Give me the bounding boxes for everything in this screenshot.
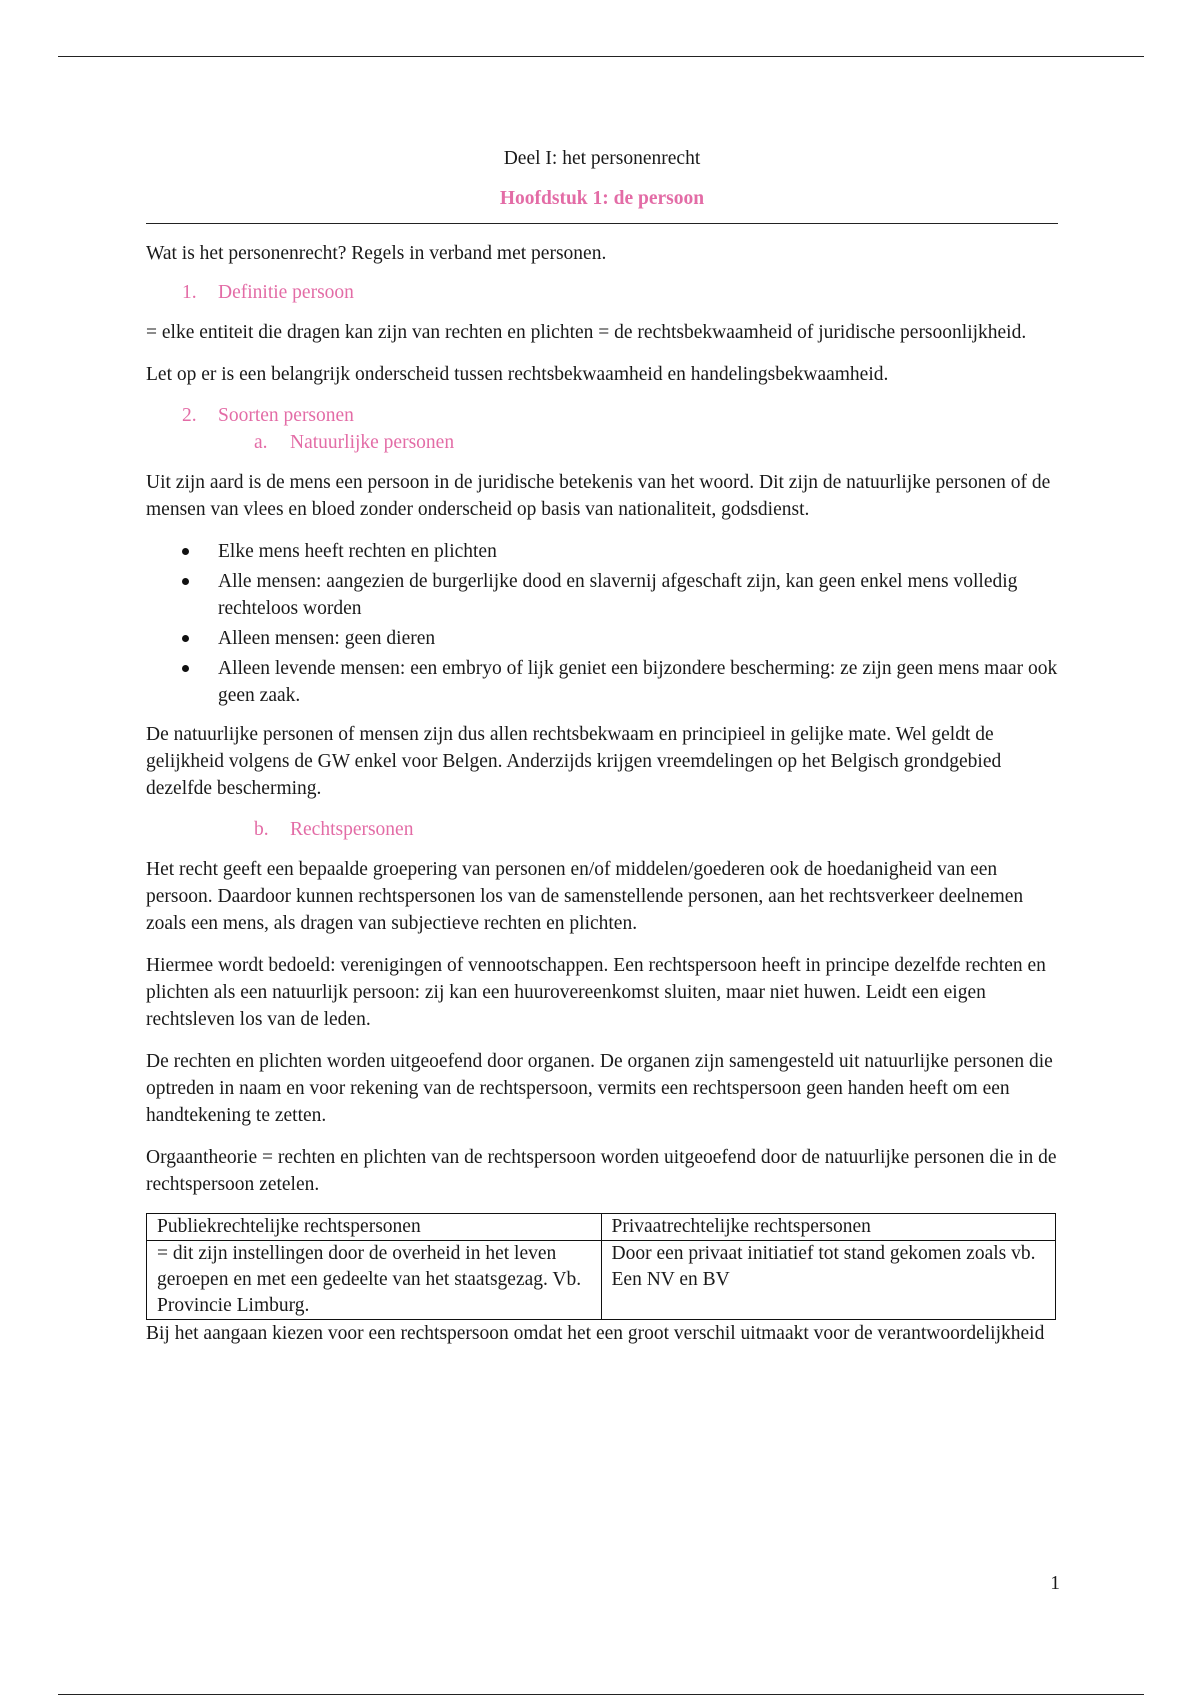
- chapter-title: Hoofdstuk 1: de persoon: [499, 188, 705, 209]
- legal-persons-paragraph-1: Het recht geeft een bepaalde groepering van personen en/of middelen/goederen ook de hoedanigheid van een persoon. Daardoor kunnen rechtspersonen los van de samenstellende personen, aan het rechtsverkeer deelnemen zoals een mens, als dragen van subjectieve rechten en plichten.: [146, 859, 1024, 934]
- table-cell: Door een privaat initiatief tot stand gekomen zoals vb. Een NV en BV: [601, 1241, 1056, 1320]
- page-top-rule: [58, 56, 1144, 57]
- table-row: [147, 1241, 1056, 1320]
- subsection-letter: a.: [254, 432, 268, 453]
- list-item: Elke mens heeft rechten en plichten: [146, 538, 1058, 565]
- legal-persons-paragraph-2: Hiermee wordt bedoeld: verenigingen of vennootschappen. Een rechtspersoon heeft in principe dezelfde rechten en plichten als een natuurlijk persoon: zij kan een huurovereenkomst sluiten, maar niet huwen. Leidt een eigen rechtsleven los van de leden.: [146, 955, 1046, 1030]
- section-title: Definitie persoon: [218, 282, 354, 303]
- page-number: 1: [1050, 1573, 1060, 1594]
- section-heading-definitie: [146, 279, 1058, 306]
- table-cell: = dit zijn instellingen door de overheid in het leven geroepen en met een gedeelte van het staatsgezag. Vb. Provincie Limburg.: [147, 1241, 602, 1320]
- bullet-icon: [182, 578, 189, 585]
- table-header-cell: Privaatrechtelijke rechtspersonen: [601, 1214, 1056, 1241]
- list-item: Alleen mensen: geen dieren: [146, 625, 1058, 652]
- section-number: 2.: [182, 405, 197, 426]
- list-item: Alle mensen: aangezien de burgerlijke dood en slavernij afgeschaft zijn, kan geen enkel mens volledig rechteloos worden: [146, 568, 1058, 622]
- section-title: Soorten personen: [218, 405, 354, 426]
- page-content: [146, 144, 1058, 1347]
- section-number: 1.: [182, 282, 197, 303]
- definition-paragraph: = elke entiteit die dragen kan zijn van rechten en plichten = de rechtsbekwaamheid of juridische persoonlijkheid.: [146, 322, 1027, 343]
- bullet-icon: [182, 548, 189, 555]
- bullet-icon: [182, 635, 189, 642]
- subsection-letter: b.: [254, 819, 269, 840]
- natural-persons-paragraph: Uit zijn aard is de mens een persoon in de juridische betekenis van het woord. Dit zijn de natuurlijke personen of de mensen van vlees en bloed zonder onderscheid op basis van nationaliteit, godsdienst.: [146, 472, 1051, 520]
- subsection-heading-natuurlijke: [146, 429, 1058, 456]
- section-heading-soorten: [146, 402, 1058, 429]
- subsection-title: Rechtspersonen: [290, 819, 414, 840]
- title-rule: [146, 223, 1058, 224]
- distinction-paragraph: Let op er is een belangrijk onderscheid tussen rechtsbekwaamheid en handelingsbekwaamheid.: [146, 364, 889, 385]
- table-header-row: [147, 1214, 1056, 1241]
- bullet-icon: [182, 665, 189, 672]
- page-bottom-rule: [58, 1694, 1144, 1695]
- orgaantheorie-paragraph: Orgaantheorie = rechten en plichten van de rechtspersoon worden uitgeoefend door de natuurlijke personen die in de rechtspersoon zetelen.: [146, 1147, 1057, 1195]
- document-title: Deel I: het personenrecht: [503, 148, 701, 169]
- subsection-title: Natuurlijke personen: [290, 432, 455, 453]
- legal-persons-paragraph-3: De rechten en plichten worden uitgeoefend door organen. De organen zijn samengesteld uit natuurlijke personen die optreden in naam en voor rekening van de rechtspersoon, vermits een rechtspersoon geen handen heeft om een handtekening te zetten.: [146, 1051, 1053, 1126]
- table-header-cell: Publiekrechtelijke rechtspersonen: [147, 1214, 602, 1241]
- list-item: Alleen levende mensen: een embryo of lijk geniet een bijzondere bescherming: ze zijn geen mens maar ook geen zaak.: [146, 655, 1058, 709]
- natural-persons-closing: De natuurlijke personen of mensen zijn dus allen rechtsbekwaam en principieel in gelijke mate. Wel geldt de gelijkheid volgens de GW enkel voor Belgen. Anderzijds krijgen vreemdelingen op het Belgisch grondgebied dezelfde bescherming.: [146, 724, 1002, 799]
- natural-persons-list: [146, 538, 1058, 709]
- subsection-heading-rechtspersonen: [146, 816, 1058, 843]
- after-table-paragraph: Bij het aangaan kiezen voor een rechtspersoon omdat het een groot verschil uitmaakt voor de verantwoordelijkheid: [146, 1323, 1045, 1344]
- legal-persons-table: [146, 1213, 1056, 1320]
- intro-paragraph: Wat is het personenrecht? Regels in verband met personen.: [146, 243, 607, 264]
